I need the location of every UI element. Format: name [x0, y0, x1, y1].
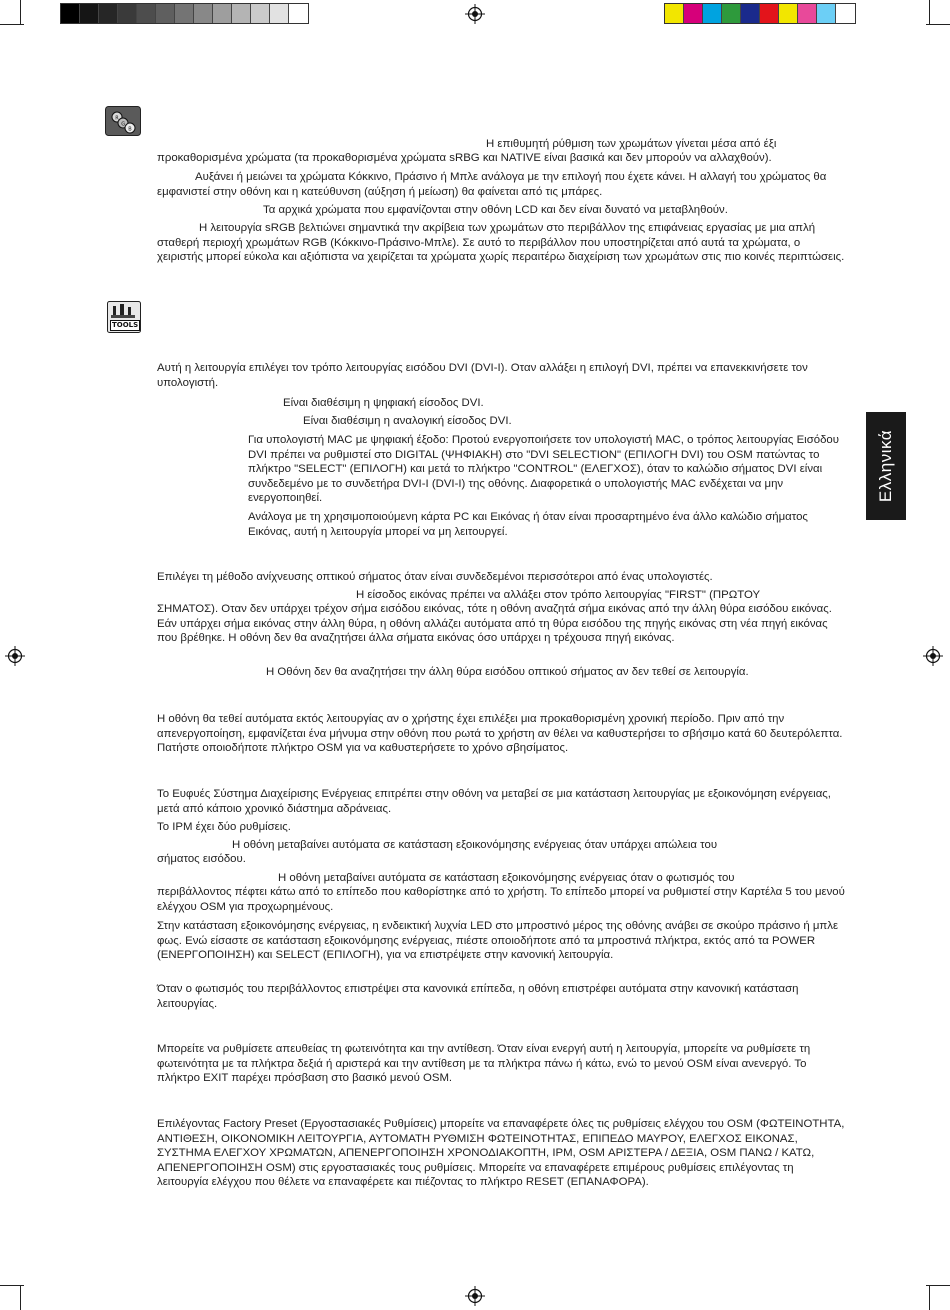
paragraph: Η επιθυμητή ρύθμιση των χρωμάτων γίνεται μέσα από έξι — [486, 138, 777, 150]
registration-mark-icon — [465, 4, 485, 24]
color-swatch — [232, 4, 251, 23]
color-swatch — [289, 4, 308, 23]
color-control-icon — [105, 106, 141, 136]
crop-mark — [0, 24, 24, 25]
paragraph: Όταν ο φωτισμός του περιβάλλοντος επιστρέψει στα κανονικά επίπεδα, η οθόνη επιστρέφει αυτόματα στην κανονική κατάσταση λειτουργίας. — [157, 983, 799, 1010]
color-swatch — [684, 4, 703, 23]
color-swatch-strip — [664, 3, 856, 24]
paragraph: Αυτή η λειτουργία επιλέγει τον τρόπο λειτουργίας εισόδου DVI (DVI-I). Οταν αλλάξει η επιλογή DVI, πρέπει να επανεκκινήσετε τον υπολογιστή. — [157, 362, 808, 389]
color-swatch — [194, 4, 213, 23]
registration-mark-icon — [465, 1286, 485, 1306]
crop-mark — [929, 1286, 930, 1310]
tools-icon — [107, 301, 141, 333]
color-swatch — [836, 4, 855, 23]
svg-text:R: R — [115, 115, 119, 122]
paragraph: Μπορείτε να ρυθμίσετε απευθείας τη φωτεινότητα και την αντίθεση. Όταν είναι ενεργή αυτή η λειτουργία, μπορείτε να ρυθμίσετε τη φωτεινότητα με τα πλήκτρα δεξιά ή αριστερά και την αντίθεση με τα πλήκτρα πάνω ή κάτω, ενώ το μενού OSM είναι ανενεργό. Το πλήκτρο EXIT παρέχει πρόσβαση στο βασικό μενού OSM. — [157, 1043, 811, 1085]
paragraph: Επιλέγοντας Factory Preset (Εργοστασιακές Ρυθμίσεις) μπορείτε να επαναφέρετε όλες τις ρυθμίσεις ελέγχου του OSM (ΦΩΤΕΙΝΟΤΗΤΑ, ΑΝΤΙΘΕΣΗ, ΟΙΚΟΝΟΜΙΚΗ ΛΕΙΤΟΥΡΓΙΑ, ΑΥΤΟΜΑΤΗ ΡΥΘΜΙΣΗ ΦΩΤΕΙΝΟΤΗΤΑΣ, ΕΠΙΠΕΔΟ ΜΑΥΡΟΥ, ΕΛΕΓΧΟΣ ΕΙΚΟΝΑΣ, ΣΥΣΤΗΜΑ ΕΛΕΓΧΟΥ ΧΡΩΜΑΤΩΝ, ΑΠΕΝΕΡΓΟΠΟΙΗΣΗ ΧΡΟΝΟΔΙΑΚΟΠΤΗ, IPM, OSM ΑΡΙΣΤΕΡΑ / ΔΕΞΙΑ, OSM ΠΑΝΩ / ΚΑΤΩ, ΑΠΕΝΕΡΓΟΠΟΙΗΣΗ OSM) στις εργοστασιακές τους ρυθμίσεις. Μπορείτε να επαναφέρετε επιμέρους ρυθμίσεις επιλέγοντας τη λειτουργία ελέγχου που θέλετε να επαναφέρετε και πιέζοντας το πλήκτρο RESET (ΕΠΑΝΑΦΟΡΑ). — [157, 1118, 845, 1189]
color-swatch — [61, 4, 80, 23]
crop-mark — [926, 1285, 950, 1286]
grayscale-swatch-strip — [60, 3, 309, 24]
crop-mark — [20, 1286, 21, 1310]
color-swatch — [213, 4, 232, 23]
color-swatch — [722, 4, 741, 23]
crop-mark — [929, 0, 930, 24]
crop-mark — [0, 1285, 24, 1286]
paragraph: Η λειτουργία sRGB βελτιώνει σημαντικά την ακρίβεια των χρωμάτων στο περιβάλλον της επιφάνειας εργασίας με μια απλή σταθερή περιοχή χρωμάτων RGB (Κόκκινο-Πράσινο-Μπλε). Σε αυτό το περιβάλλον που υποστηρίζεται από αυτά τα χρώματα, ο χειριστής μπορεί εύκολα και αξιόπιστα να χειρίζεται τα χρώματα χωρίς περαιτέρω διαχείριση των χρωμάτων στις πιο κοινές περιπτώσεις. — [157, 222, 845, 264]
color-swatch — [270, 4, 289, 23]
paragraph: περιβάλλοντος πέφτει κάτω από το επίπεδο που καθορίστηκε από το χρήστη. Το επίπεδο μπορεί να ρυθμιστεί στην Καρτέλα 5 του μενού ελέγχου OSM για προχωρημένους. — [157, 886, 845, 913]
color-swatch — [118, 4, 137, 23]
paragraph: ΣΗΜΑΤΟΣ). Οταν δεν υπάρχει τρέχον σήμα εισόδου εικόνας, τότε η οθόνη αναζητά σήμα εικόνας από την άλλη θύρα εισόδου εικόνας. Εάν υπάρχει σήμα εικόνας στην άλλη θύρα, η οθόνη αλλάζει αυτόματα από τη θύρα εισόδου της πηγής εικόνας στη νέα πηγή εικόνας που βρέθηκε. Η οθόνη δεν θα αναζητήσει άλλα σήματα εικόνας όσο υπάρχει η τρέχουσα πηγή εικόνας. — [157, 603, 832, 645]
color-swatch — [175, 4, 194, 23]
registration-mark-icon — [5, 646, 25, 666]
language-tab — [866, 412, 906, 520]
paragraph: Η Οθόνη δεν θα αναζητήσει την άλλη θύρα εισόδου οπτικού σήματος αν δεν τεθεί σε λειτουργία. — [266, 666, 749, 678]
registration-mark-icon — [923, 646, 943, 666]
tools-icon-label: TOOLS — [112, 321, 139, 329]
color-swatch — [665, 4, 684, 23]
color-swatch — [99, 4, 118, 23]
color-swatch — [80, 4, 99, 23]
paragraph: Το Ευφυές Σύστημα Διαχείρισης Ενέργειας επιτρέπει στην οθόνη να μεταβεί σε μια κατάσταση λειτουργίας με εξοικονόμηση ενέργειας, μετά από κάποιο χρονικό διάστημα αδράνειας. — [157, 788, 831, 815]
paragraph: Το IPM έχει δύο ρυθμίσεις. — [157, 821, 291, 833]
language-tab-label: Ελληνικά — [876, 429, 896, 503]
paragraph: Ανάλογα με τη χρησιμοποιούμενη κάρτα PC και Εικόνας ή όταν είναι προσαρτημένο ένα άλλο καλώδιο σήματος Εικόνας, αυτή η λειτουργία μπορεί να μη λειτουργεί. — [248, 511, 808, 538]
paragraph: Η οθόνη θα τεθεί αυτόματα εκτός λειτουργίας αν ο χρήστης έχει επιλέξει μια προκαθορισμένη χρονική περίοδο. Πριν από την απενεργοποίηση, εμφανίζεται ένα μήνυμα στην οθόνη που ρωτά το χρήστη αν θέλει να καθυστερήσει το σβήσιμο κατά 60 δευτερόλεπτα. Πατήστε οποιοδήποτε πλήκτρο OSM για να καθυστερήσετε το χρόνο σβησίματος. — [157, 713, 843, 755]
paragraph: προκαθορισμένα χρώματα (τα προκαθορισμένα χρώματα sRBG και NATIVE είναι βασικά και δεν μπορούν να αλλαχθούν). — [157, 152, 772, 164]
paragraph: Είναι διαθέσιμη η ψηφιακή είσοδος DVI. — [283, 397, 484, 409]
svg-text:B: B — [128, 126, 132, 133]
color-swatch — [741, 4, 760, 23]
paragraph: Η είσοδος εικόνας πρέπει να αλλάξει στον τρόπο λειτουργίας "FIRST" (ΠΡΩΤΟΥ — [356, 589, 761, 601]
color-swatch — [760, 4, 779, 23]
paragraph: Στην κατάσταση εξοικονόμησης ενέργειας, η ενδεικτική λυχνία LED στο μπροστινό μέρος της οθόνης ανάβει σε σκούρο πράσινο ή μπλε φως. Ενώ είσαστε σε κατάσταση εξοικονόμησης ενέργειας, πιέστε οποιοδήποτε από τα μπροστινά πλήκτρα, εκτός από τα POWER (ΕΝΕΡΓΟΠΟΙΗΣΗ) και SELECT (ΕΠΙΛΟΓΗ), για να επιστρέψετε στην κανονική λειτουργία. — [157, 920, 839, 962]
color-swatch — [779, 4, 798, 23]
paragraph: Η οθόνη μεταβαίνει αυτόματα σε κατάσταση εξοικονόμησης ενέργειας όταν υπάρχει απώλεια του — [232, 839, 718, 851]
paragraph: Για υπολογιστή MAC με ψηφιακή έξοδο: Προτού ενεργοποιήσετε τον υπολογιστή MAC, ο τρόπος λειτουργίας Εισόδου DVI πρέπει να ρυθμιστεί στο DIGITAL (ΨΗΦΙΑΚΗ) στο "DVI SELECTION" (ΕΠΙΛΟΓΗ DVI) του OSM πατώντας το πλήκτρο "SELECT" (ΕΠΙΛΟΓΗ) και μετά το πλήκτρο "CONTROL" (ΕΛΕΓΧΟΣ), όταν το καλώδιο σήματος DVI είναι συνδεδεμένο με το συνδετήρα DVI-I (DVI-I) της οθόνης. Διαφορετικά ο υπολογιστής MAC ενδέχεται να μην ενεργοποιηθεί. — [248, 434, 839, 505]
color-swatch — [137, 4, 156, 23]
paragraph: Η οθόνη μεταβαίνει αυτόματα σε κατάσταση εξοικονόμησης ενέργειας όταν ο φωτισμός του — [278, 872, 735, 884]
paragraph: Είναι διαθέσιμη η αναλογική είσοδος DVI. — [303, 415, 512, 427]
color-swatch — [156, 4, 175, 23]
color-swatch — [703, 4, 722, 23]
color-swatch — [798, 4, 817, 23]
crop-mark — [926, 24, 950, 25]
paragraph: Τα αρχικά χρώματα που εμφανίζονται στην οθόνη LCD και δεν είναι δυνατό να μεταβληθούν. — [263, 204, 728, 216]
color-swatch — [251, 4, 270, 23]
svg-text:G: G — [121, 121, 126, 128]
paragraph: Επιλέγει τη μέθοδο ανίχνευσης οπτικού σήματος όταν είναι συνδεδεμένοι περισσότεροι από ένας υπολογιστές. — [157, 571, 713, 583]
paragraph: σήματος εισόδου. — [157, 853, 246, 865]
paragraph: Αυξάνει ή μειώνει τα χρώματα Κόκκινο, Πράσινο ή Μπλε ανάλογα με την επιλογή που έχετε κάνει. Η αλλαγή του χρώματος θα εμφανιστεί στην οθόνη και η κατεύθυνση (αύξηση ή μείωση) θα φαίνεται από τις μπάρες. — [157, 171, 827, 198]
crop-mark — [20, 0, 21, 24]
color-swatch — [817, 4, 836, 23]
